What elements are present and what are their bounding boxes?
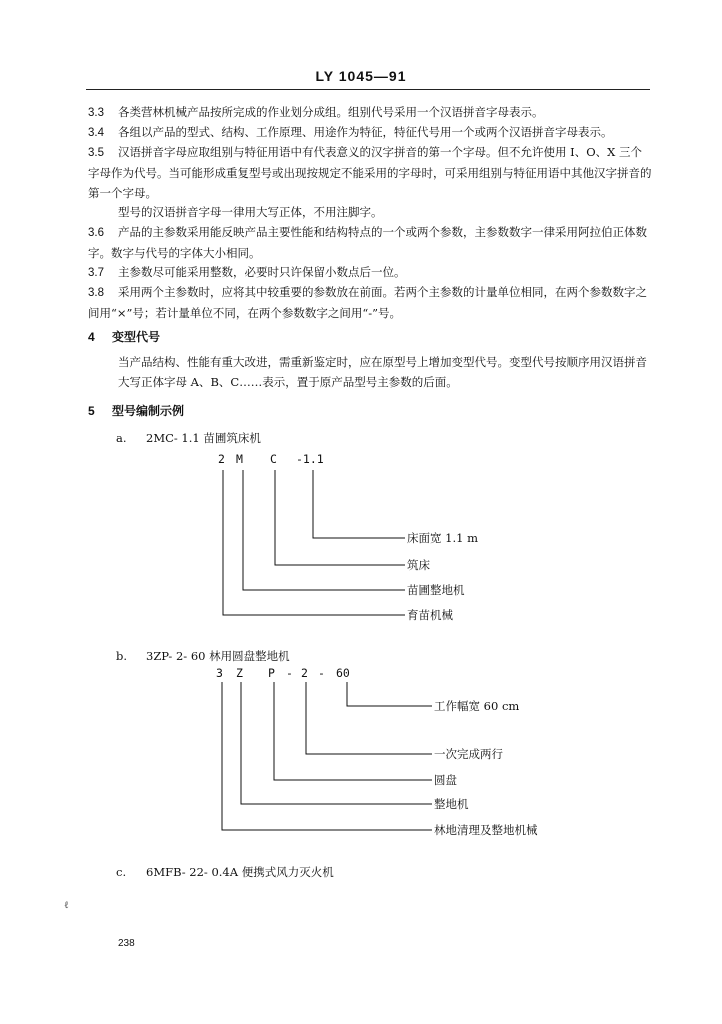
clause-number: 3.7: [88, 267, 104, 279]
page-number: 238: [118, 938, 135, 949]
model-part-p: P: [268, 666, 275, 680]
clause-text: 各类营林机械产品按所完成的作业划分成组。组别代号采用一个汉语拼音字母表示。: [118, 105, 544, 119]
model-part-z: Z: [236, 666, 243, 680]
label-land-clearing: 林地清理及整地机械: [434, 823, 538, 837]
example-letter: c.: [116, 865, 127, 879]
model-part-3: 3: [216, 666, 223, 680]
example-title: 2MC- 1.1 苗圃筑床机: [146, 431, 261, 445]
example-c-title: [116, 864, 334, 880]
label-working-width: 工作幅宽 60 cm: [434, 699, 520, 713]
clause-number: 3.8: [88, 287, 104, 299]
clause-text: 主参数尽可能采用整数，必要时只许保留小数点后一位。: [118, 265, 406, 279]
section-title: 变型代号: [112, 330, 161, 344]
example-title: 3ZP- 2- 60 林用圆盘整地机: [146, 649, 290, 663]
clause-text: 采用两个主参数时，应将其中较重要的参数放在前面。若两个主参数的计量单位相同，在两个参数数字之间用“×”号；若计量单位不同，在两个参数数字之间用“-”号。: [88, 285, 647, 320]
clause-number: 3.3: [88, 107, 104, 119]
clause-text: 产品的主参数采用能反映产品主要性能和结构特点的一个或两个参数，主参数数字一律采用阿拉伯正体数字。数字与代号的字体大小相同。: [88, 225, 647, 260]
example-b-title: [116, 648, 290, 664]
label-bed-forming: 筑床: [407, 558, 430, 572]
model-part-c: C: [270, 452, 277, 466]
clause-text: 各组以产品的型式、结构、工作原理、用途作为特征，特征代号用一个或两个汉语拼音字母表示。: [118, 125, 613, 139]
model-part-2: 2: [218, 452, 225, 466]
model-part-dash2: -: [318, 666, 325, 680]
section-title: 型号编制示例: [112, 404, 185, 418]
label-seedling-machinery: 育苗机械: [407, 608, 453, 622]
section-number: 4: [88, 330, 95, 344]
example-letter: a.: [116, 431, 127, 445]
model-part-dash1: -: [286, 666, 293, 680]
section-number: 5: [88, 404, 95, 418]
standard-code-header: LY 1045—91: [315, 68, 407, 84]
clause-number: 3.4: [88, 127, 104, 139]
label-tiller: 整地机: [434, 797, 469, 811]
model-part-m: M: [236, 452, 243, 466]
label-disc: 圆盘: [434, 773, 457, 787]
section-text: 当产品结构、性能有重大改进，需重新鉴定时，应在原型号上增加变型代号。变型代号按顺序用汉语拼音大写正体字母 A、B、C……表示，置于原产品型号主参数的后面。: [118, 355, 647, 389]
label-nursery-tiller: 苗圃整地机: [407, 583, 465, 597]
model-part-param: -1.1: [296, 452, 324, 466]
margin-mark: ℓ: [64, 900, 69, 911]
example-letter: b.: [116, 649, 128, 663]
example-title: 6MFB- 22- 0.4A 便携式风力灭火机: [146, 865, 334, 879]
clause-number: 3.6: [88, 227, 104, 239]
model-part-60: 60: [336, 666, 350, 680]
label-bed-width: 床面宽 1.1 m: [407, 531, 479, 545]
label-two-rows: 一次完成两行: [434, 747, 503, 761]
clause-text: 汉语拼音字母应取组别与特征用语中有代表意义的汉字拼音的第一个字母。但不允许使用 I、O、X 三个字母作为代号。当可能形成重复型号或出现按规定不能采用的字母时，可采用组别与特征用语中其他汉字拼音的第一个字母。: [88, 145, 652, 200]
model-part-2: 2: [301, 666, 308, 680]
clause-number: 3.5: [88, 147, 104, 159]
clause-text: 型号的汉语拼音字母一律用大写正体，不用注脚字。: [118, 205, 383, 219]
